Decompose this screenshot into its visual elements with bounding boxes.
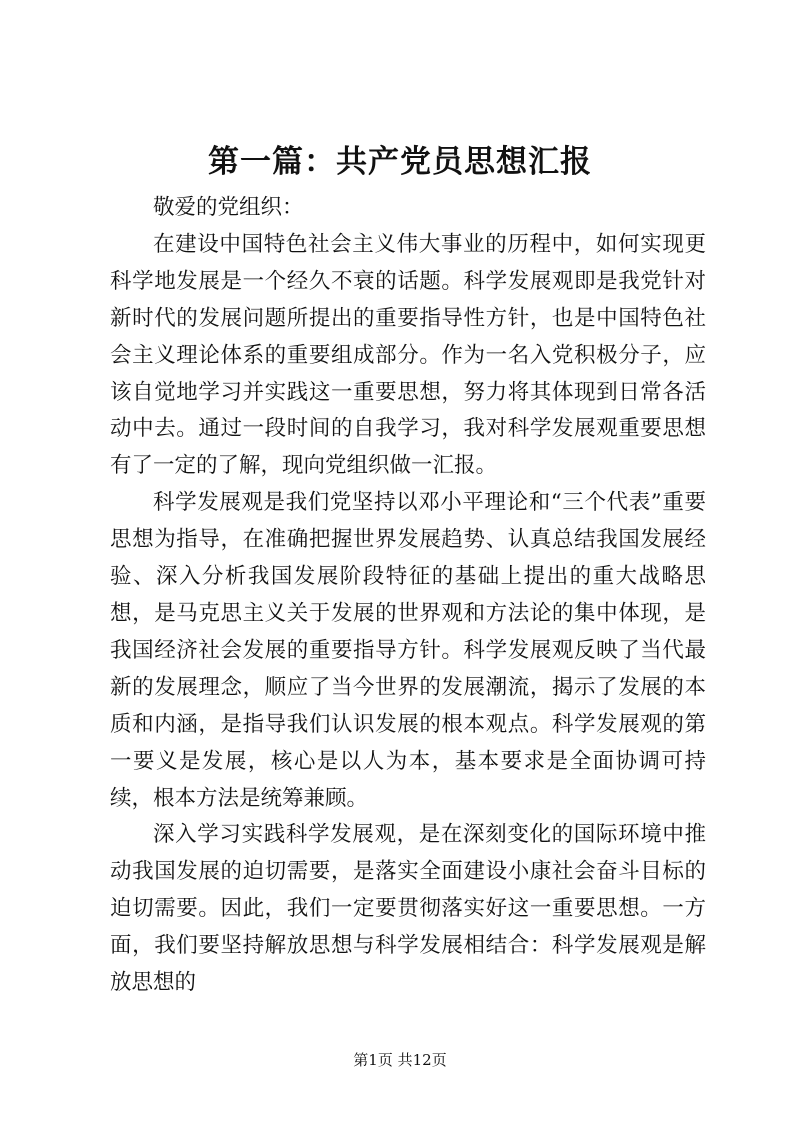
salutation: 敬爱的党组织： [153,195,304,220]
paragraph-2: 科学发展观是我们党坚持以邓小平理论和“三个代表”重要思想为指导，在准确把握世界发展趋势、认真总结我国发展经验、深入分析我国发展阶段特征的基础上提出的重大战略思想，是马克思主义关于发展的世界观和方法论的集中体现，是我国经济社会发展的重要指导方针。科学发展观反映了当代最新的发展理念，顺应了当今世界的发展潮流，揭示了发展的本质和内涵，是指导我们认识发展的根本观点。科学发展观的第一要义是发展，核心是以人为本，基本要求是全面协调可持续，根本方法是统筹兼顾。 [110,490,706,811]
document-title: 第一篇：共产党员思想汇报 [208,144,592,180]
paragraph-1: 在建设中国特色社会主义伟大事业的历程中，如何实现更科学地发展是一个经久不衰的话题。科学发展观即是我党针对新时代的发展问题所提出的重要指导性方针，也是中国特色社会主义理论体系的重要组成部分。作为一名入党积极分子，应该自觉地学习并实践这一重要思想，努力将其体现到日常各活动中去。通过一段时间的自我学习，我对科学发展观重要思想有了一定的了解，现向党组织做一汇报。 [110,231,706,479]
paragraph-3: 深入学习实践科学发展观，是在深刻变化的国际环境中推动我国发展的迫切需要，是落实全面建设小康社会奋斗目标的迫切需要。因此，我们一定要贯彻落实好这一重要思想。一方面，我们要坚持解放思想与科学发展相结合：科学发展观是解放思想的 [110,822,706,996]
page-footer: 第1页 共12页 [353,1051,447,1069]
document-body [110,190,706,1002]
